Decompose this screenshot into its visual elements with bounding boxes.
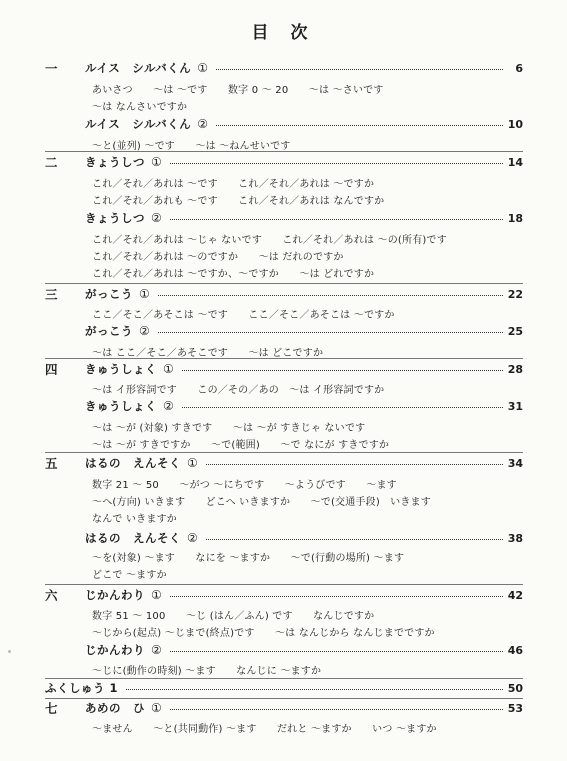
grammar-line: あいさつ ～は ～です 数字 0 ～ 20 ～は ～さいです [92,85,384,96]
page-number: 46 [507,643,523,657]
grammar-line: ～と(並列) ～です ～は ～ねんせいです [92,141,291,152]
entry-title: ルイス シルバくん [85,61,192,75]
entry-title: はるの えんそく [85,531,181,545]
entry-title: がっこう [85,287,133,301]
part-number: ① [151,155,162,169]
toc-entry[interactable] [45,678,523,698]
chapter-number: 二 [45,155,58,170]
entry-heading [85,700,162,716]
grammar-line: ～は なんさいですか [92,102,188,113]
chapter-number: 六 [45,588,58,603]
dot-leader [170,163,503,164]
dot-leader [170,596,503,597]
entry-heading [85,154,162,170]
page-number: 10 [507,117,523,131]
toc-entry[interactable] [45,528,523,548]
toc-entry[interactable] [45,152,523,172]
entry-heading [85,116,208,132]
grammar-line: これ／それ／あれは ～じゃ ないです これ／それ／あれは ～の(所有)です [92,235,447,246]
toc-entry[interactable] [45,396,523,416]
dot-leader [158,332,503,333]
dot-leader [170,709,503,710]
entry-title: きゅうしょく [85,399,157,413]
grammar-line: ～は ～が すきですか ～で(範囲) ～で なにが すきですか [92,440,390,451]
page-title: 目 次 [251,23,316,43]
entry-title: はるの えんそく [85,456,181,470]
entry-title: きょうしつ [85,211,145,225]
grammar-line: ～を(対象) ～ます なにを ～ますか ～で(行動の場所) ～ます [92,553,405,564]
chapter-number: 五 [45,456,58,471]
chapter-number: 一 [45,61,58,76]
grammar-line: ～は イ形容詞です この／その／あの ～は イ形容詞ですか [92,385,385,396]
grammar-line: 数字 51 ～ 100 ～じ (はん／ふん) です なんじですか [92,611,375,622]
entry-heading [85,398,174,414]
entry-title: きゅうしょく [85,362,157,376]
page-number: 14 [507,155,523,169]
toc-entry[interactable] [45,208,523,228]
toc-entry[interactable] [45,284,523,304]
dot-leader [170,219,503,220]
part-number: ① [163,362,174,376]
part-number: ① [187,456,198,470]
entry-heading [85,210,162,226]
page-number: 22 [507,287,523,301]
entry-heading [85,323,150,339]
grammar-line: ～ません ～と(共同動作) ～ます だれと ～ますか いつ ～ますか [92,724,437,735]
chapter-number: 四 [45,362,58,377]
part-number: ① [197,61,208,75]
dot-leader [216,69,503,70]
page-number: 53 [507,701,523,715]
entry-heading [85,530,198,546]
toc-entry[interactable] [45,698,523,718]
toc-entry[interactable] [45,453,523,473]
part-number: ② [197,117,208,131]
toc-entry[interactable] [45,321,523,341]
scan-speck [8,650,11,653]
entry-title: じかんわり [85,643,145,657]
chapter-number: 七 [45,701,58,716]
entry-title: ふくしゅう 1 [45,681,119,695]
grammar-line: ～じから(起点) ～じまで(終点)です ～は なんじから なんじまでですか [92,628,435,639]
grammar-line: これ／それ／あれも ～です これ／それ／あれは なんですか [92,196,385,207]
grammar-line: なんで いきますか [92,514,177,525]
page-number: 42 [507,588,523,602]
dot-leader [126,689,503,690]
grammar-line: ～じに(動作の時刻) ～ます なんじに ～ますか [92,666,322,677]
dot-leader [206,464,503,465]
page-number: 31 [507,399,523,413]
part-number: ② [139,324,150,338]
entry-title: じかんわり [85,588,145,602]
entry-heading [85,286,150,302]
entry-title: ルイス シルバくん [85,117,192,131]
entry-title: あめの ひ [85,701,145,715]
chapter-number: 三 [45,287,58,302]
grammar-line: これ／それ／あれは ～ですか、～ですか ～は どれですか [92,269,375,280]
part-number: ① [151,588,162,602]
dot-leader [206,539,503,540]
toc-entry[interactable] [45,114,523,134]
grammar-line: どこで ～ますか [92,570,167,581]
dot-leader [170,651,503,652]
entry-title: がっこう [85,324,133,338]
dot-leader [182,407,503,408]
part-number: ① [151,701,162,715]
part-number: ② [163,399,174,413]
toc-entry[interactable] [45,640,523,660]
grammar-line: ～へ(方向) いきます どこへ いきますか ～で(交通手段) いきます [92,497,431,508]
dot-leader [182,370,503,371]
grammar-line: ～は ～が (対象) すきです ～は ～が すきじゃ ないです [92,423,366,434]
entry-heading [85,361,174,377]
grammar-line: これ／それ／あれは ～のですか ～は だれのですか [92,252,344,263]
toc-entry[interactable] [45,585,523,605]
entry-title: きょうしつ [85,155,145,169]
page-number: 28 [507,362,523,376]
part-number: ② [151,643,162,657]
part-number: ② [187,531,198,545]
dot-leader [158,295,503,296]
page-number: 50 [507,681,523,695]
page-number: 34 [507,456,523,470]
grammar-line: ここ／そこ／あそこは ～です ここ／そこ／あそこは ～ですか [92,310,395,321]
part-number: ② [151,211,162,225]
page-number: 18 [507,211,523,225]
toc-entry[interactable] [45,58,523,78]
entry-heading [85,60,208,76]
entry-heading [85,455,198,471]
page-number: 38 [507,531,523,545]
entry-heading [85,642,162,658]
entry-heading [45,680,118,696]
grammar-line: これ／それ／あれは ～です これ／それ／あれは ～ですか [92,179,375,190]
page-number: 6 [515,61,523,75]
grammar-line: ～は ここ／そこ／あそこです ～は どこですか [92,348,324,359]
page-number: 25 [507,324,523,338]
dot-leader [216,125,503,126]
entry-heading [85,587,162,603]
toc-entry[interactable] [45,359,523,379]
part-number: ① [139,287,150,301]
grammar-line: 数字 21 ～ 50 ～がつ ～にちです ～ようびです ～ます [92,480,397,491]
